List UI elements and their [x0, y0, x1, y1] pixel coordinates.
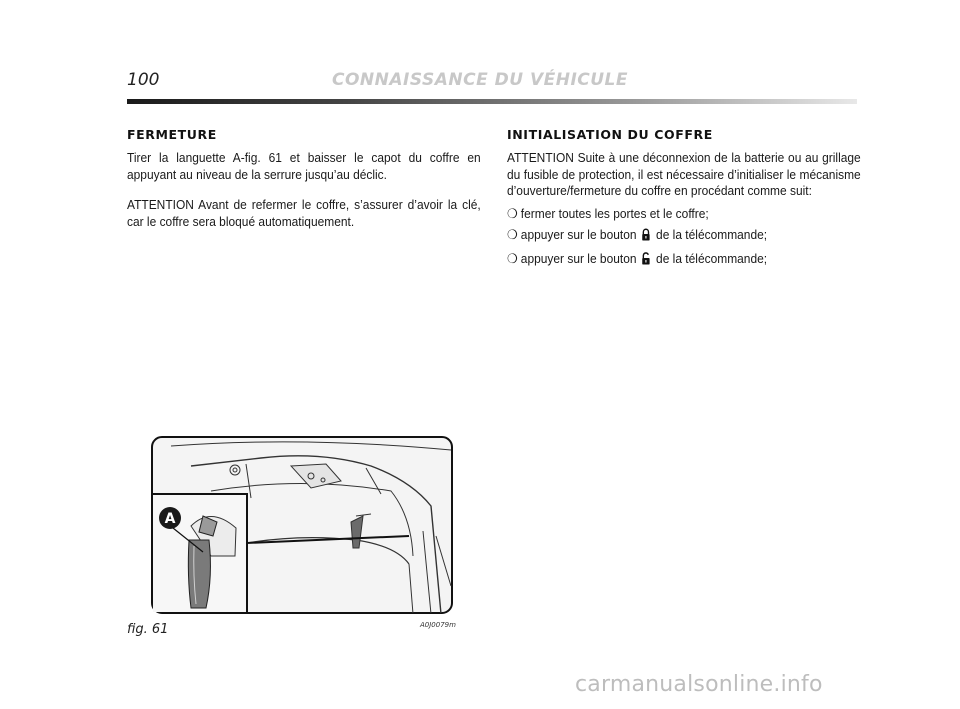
fermeture-paragraph-1: Tirer la languette A-fig. 61 et baisser le capot du coffre en appuyant au niveau de la serrure jusqu’au déclic. — [127, 150, 481, 182]
trunk-illustration — [151, 436, 453, 614]
step-item — [507, 206, 875, 223]
fermeture-paragraph-2: ATTENTION Avant de refermer le coffre, s’assurer d’avoir la clé, car le coffre sera bloqué automatiquement. — [127, 197, 481, 229]
right-column — [507, 127, 863, 274]
step-text: fermer toutes les portes et le coffre; — [520, 205, 709, 221]
watermark: carmanualsonline.info — [575, 672, 823, 697]
step-item — [507, 251, 875, 270]
step-text-before: appuyer sur le bouton — [520, 227, 637, 242]
bullet-icon: ❍ — [507, 205, 518, 221]
lock-open-icon — [642, 252, 651, 270]
callout-label: A — [164, 511, 176, 527]
bullet-icon: ❍ — [507, 250, 518, 266]
step-item — [507, 227, 875, 246]
bullet-icon: ❍ — [507, 227, 518, 242]
initialisation-heading: INITIALISATION DU COFFRE — [507, 127, 713, 142]
initialisation-paragraph: ATTENTION Suite à une déconnexion de la batterie ou au grillage du fusible de protection, il est nécessaire d’initialiser le mécanisme d’ouverture/fermeture du coffre en procédant comme suit: — [507, 150, 861, 198]
figure-caption: fig. 61 — [127, 622, 169, 637]
figure-code: A0J0079m — [420, 621, 456, 629]
page-number: 100 — [127, 70, 160, 90]
left-column — [127, 127, 483, 244]
trunk-figure — [151, 436, 453, 614]
lock-closed-icon — [642, 228, 651, 246]
header-rule — [127, 99, 857, 104]
section-header: CONNAISSANCE DU VÉHICULE — [331, 70, 629, 90]
step-text-after: de la télécommande; — [656, 250, 768, 266]
step-text-before: appuyer sur le bouton — [520, 250, 637, 266]
fermeture-heading: FERMETURE — [127, 127, 217, 142]
step-text-after: de la télécommande; — [656, 227, 768, 242]
steps-list — [507, 206, 863, 270]
